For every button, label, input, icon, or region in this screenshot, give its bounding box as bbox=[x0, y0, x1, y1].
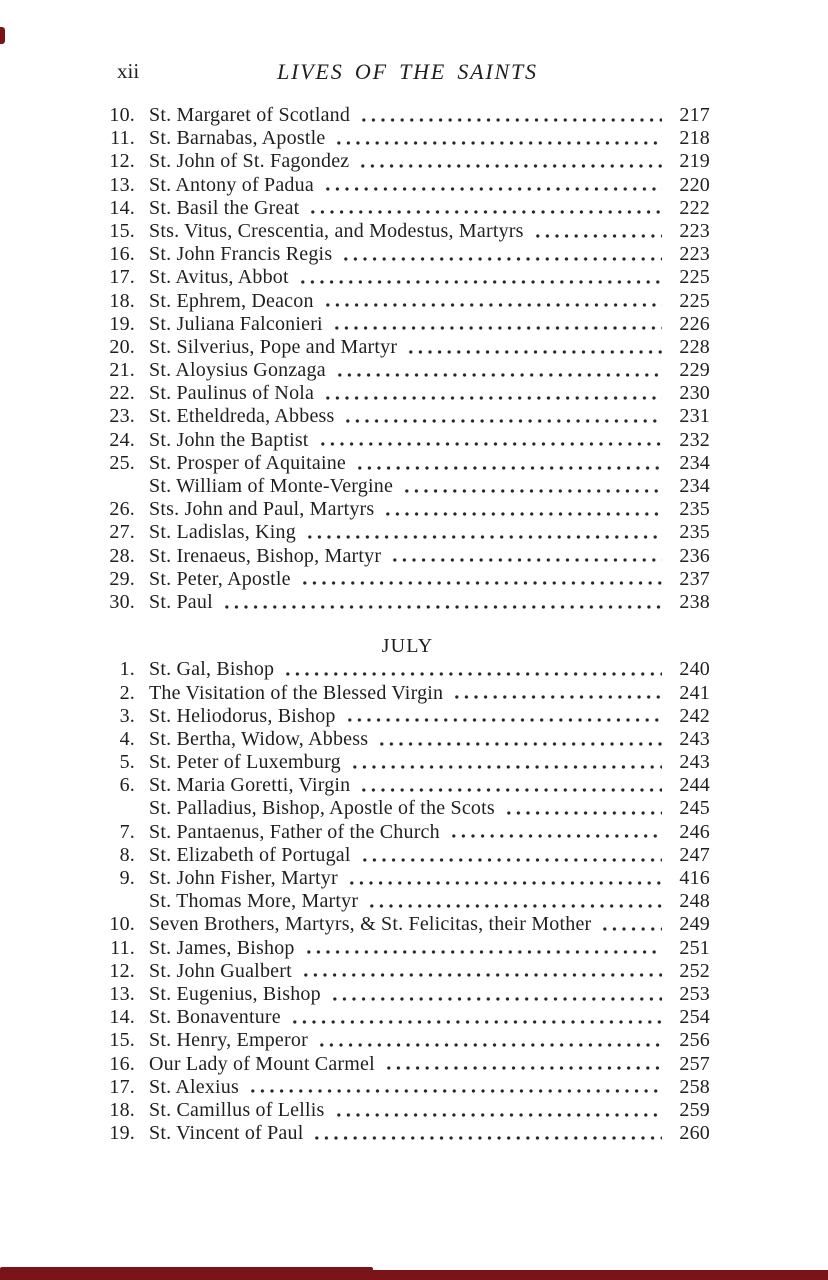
entry-page: 234 bbox=[679, 475, 710, 497]
entry-number: 10. bbox=[109, 913, 135, 936]
entry-number: 29. bbox=[109, 567, 135, 590]
dot-leader bbox=[350, 751, 662, 774]
entry-title: St. John Francis Regis bbox=[149, 243, 333, 266]
dot-leader bbox=[317, 1029, 662, 1052]
toc-entry bbox=[105, 1053, 710, 1076]
dot-leader bbox=[298, 266, 662, 289]
entry-number: 14. bbox=[109, 1006, 135, 1029]
dot-leader bbox=[533, 220, 662, 243]
toc-section bbox=[105, 104, 710, 614]
entry-page: 217 bbox=[679, 104, 710, 126]
toc-entry bbox=[105, 728, 710, 751]
entry-list bbox=[105, 658, 710, 1145]
folio-page-number: xii bbox=[117, 59, 140, 83]
entry-title: St. Basil the Great bbox=[149, 196, 300, 219]
entry-page: 231 bbox=[679, 405, 710, 428]
toc-entry bbox=[105, 983, 710, 1006]
entry-title: Sts. Vitus, Crescentia, and Modestus, Martyrs bbox=[149, 219, 524, 242]
entry-number: 13. bbox=[109, 173, 135, 196]
entry-number: 6. bbox=[119, 774, 135, 797]
entry-list bbox=[105, 104, 710, 614]
entry-number: 3. bbox=[119, 704, 135, 727]
entry-number: 11. bbox=[110, 936, 135, 959]
entry-title: St. James, Bishop bbox=[149, 936, 295, 959]
entry-title: St. Irenaeus, Bishop, Martyr bbox=[149, 544, 382, 567]
entry-page: 246 bbox=[679, 820, 710, 843]
entry-title: St. Henry, Emperor bbox=[149, 1029, 308, 1052]
entry-page: 219 bbox=[679, 150, 710, 173]
scan-edge-artifact-left bbox=[0, 27, 5, 44]
dot-leader bbox=[452, 682, 662, 705]
entry-title: Sts. John and Paul, Martyrs bbox=[149, 498, 375, 521]
entry-page: 243 bbox=[679, 751, 710, 774]
toc-entry bbox=[105, 913, 710, 936]
toc-entry bbox=[105, 336, 710, 359]
toc-entry bbox=[105, 751, 710, 774]
toc-entry bbox=[105, 359, 710, 382]
entry-page: 228 bbox=[679, 335, 710, 358]
entry-page: 223 bbox=[679, 243, 710, 266]
entry-title: St. Peter of Luxemburg bbox=[149, 751, 341, 774]
entry-page: 222 bbox=[679, 196, 710, 219]
entry-title: St. Thomas More, Martyr bbox=[149, 890, 359, 913]
entry-title: St. Paul bbox=[149, 590, 213, 613]
dot-leader bbox=[283, 658, 662, 681]
entry-title: St. Avitus, Abbot bbox=[149, 266, 289, 289]
toc-entry bbox=[105, 290, 710, 313]
toc-entry bbox=[105, 1029, 710, 1052]
toc-entry bbox=[105, 452, 710, 475]
entry-page: 243 bbox=[679, 727, 710, 750]
entry-number: 4. bbox=[119, 727, 135, 750]
dot-leader bbox=[449, 821, 662, 844]
toc-entry bbox=[105, 313, 710, 336]
entry-page: 237 bbox=[679, 567, 710, 590]
dot-leader bbox=[341, 243, 662, 266]
entry-number: 20. bbox=[109, 335, 135, 358]
entry-page: 244 bbox=[679, 774, 710, 797]
toc-entry bbox=[105, 568, 710, 591]
toc-entry bbox=[105, 382, 710, 405]
entry-number: 17. bbox=[109, 266, 135, 289]
dot-leader bbox=[334, 1099, 662, 1122]
entry-page: 251 bbox=[679, 936, 710, 959]
toc-entry bbox=[105, 545, 710, 568]
toc-entry bbox=[105, 960, 710, 983]
entry-number: 24. bbox=[109, 428, 135, 451]
entry-title: Seven Brothers, Martyrs, & St. Felicitas, their Mother bbox=[149, 913, 592, 936]
toc-entry bbox=[105, 243, 710, 266]
dot-leader bbox=[345, 705, 662, 728]
entry-number: 28. bbox=[109, 544, 135, 567]
entry-number: 16. bbox=[109, 1052, 135, 1075]
entry-number: 25. bbox=[109, 451, 135, 474]
dot-leader bbox=[323, 382, 662, 405]
toc-entry bbox=[105, 591, 710, 614]
entry-page: 234 bbox=[679, 451, 710, 474]
entry-title: St. Ephrem, Deacon bbox=[149, 289, 314, 312]
toc-entry bbox=[105, 705, 710, 728]
entry-title: St. Margaret of Scotland bbox=[149, 104, 351, 126]
entry-page: 252 bbox=[679, 959, 710, 982]
entry-number: 18. bbox=[109, 289, 135, 312]
entry-title: The Visitation of the Blessed Virgin bbox=[149, 681, 444, 704]
dot-leader bbox=[308, 197, 662, 220]
dot-leader bbox=[332, 313, 662, 336]
entry-page: 235 bbox=[679, 521, 710, 544]
entry-page: 258 bbox=[679, 1075, 710, 1098]
dot-leader bbox=[390, 545, 662, 568]
toc-entry bbox=[105, 197, 710, 220]
toc-entry bbox=[105, 658, 710, 681]
toc-entry bbox=[105, 475, 710, 498]
entry-title: St. Pantaenus, Father of the Church bbox=[149, 820, 440, 843]
entry-title: St. Paulinus of Nola bbox=[149, 382, 315, 405]
entry-title: St. Bonaventure bbox=[149, 1006, 281, 1029]
entry-page: 235 bbox=[679, 498, 710, 521]
entry-number: 13. bbox=[109, 982, 135, 1005]
entry-number: 12. bbox=[109, 959, 135, 982]
entry-page: 223 bbox=[679, 219, 710, 242]
toc-entry bbox=[105, 266, 710, 289]
entry-number: 17. bbox=[109, 1075, 135, 1098]
entry-page: 230 bbox=[679, 382, 710, 405]
dot-leader bbox=[335, 359, 662, 382]
toc-entry bbox=[105, 498, 710, 521]
dot-leader bbox=[384, 1053, 662, 1076]
entry-page: 225 bbox=[679, 289, 710, 312]
entry-number: 19. bbox=[109, 312, 135, 335]
entry-number: 18. bbox=[109, 1098, 135, 1121]
dot-leader bbox=[300, 568, 662, 591]
entry-number: 8. bbox=[119, 843, 135, 866]
page-content bbox=[105, 58, 710, 1145]
entry-page: 247 bbox=[679, 843, 710, 866]
toc-entry bbox=[105, 220, 710, 243]
entry-number: 22. bbox=[109, 382, 135, 405]
entry-number: 30. bbox=[109, 590, 135, 613]
dot-leader bbox=[406, 336, 662, 359]
entry-page: 260 bbox=[679, 1122, 710, 1145]
entry-page: 256 bbox=[679, 1029, 710, 1052]
toc-entry bbox=[105, 521, 710, 544]
entry-page: 245 bbox=[679, 797, 710, 820]
entry-title: St. Palladius, Bishop, Apostle of the Scots bbox=[149, 797, 495, 820]
entry-page: 242 bbox=[679, 704, 710, 727]
entry-page: 232 bbox=[679, 428, 710, 451]
entry-page: 259 bbox=[679, 1098, 710, 1121]
dot-leader bbox=[305, 521, 662, 544]
entry-number: 2. bbox=[119, 681, 135, 704]
entry-number: 21. bbox=[109, 359, 135, 382]
entry-number: 19. bbox=[109, 1122, 135, 1145]
entry-number: 23. bbox=[109, 405, 135, 428]
scan-edge-artifact-bottom bbox=[0, 1270, 828, 1280]
entry-title: St. Peter, Apostle bbox=[149, 567, 291, 590]
entry-title: St. Silverius, Pope and Martyr bbox=[149, 335, 398, 358]
entry-title: St. Gal, Bishop bbox=[149, 658, 275, 681]
entry-title: St. Elizabeth of Portugal bbox=[149, 843, 351, 866]
entry-title: St. John Fisher, Martyr bbox=[149, 867, 338, 889]
running-title: LIVES OF THE SAINTS bbox=[277, 59, 538, 84]
entry-number: 14. bbox=[109, 196, 135, 219]
entry-page: 257 bbox=[679, 1052, 710, 1075]
dot-leader bbox=[377, 728, 662, 751]
dot-leader bbox=[290, 1006, 662, 1029]
dot-leader bbox=[367, 890, 662, 913]
entry-page: 220 bbox=[679, 173, 710, 196]
toc-entry bbox=[105, 150, 710, 173]
dot-leader bbox=[301, 960, 662, 983]
entry-number: 15. bbox=[109, 1029, 135, 1052]
toc-entry bbox=[105, 1006, 710, 1029]
entry-page: 225 bbox=[679, 266, 710, 289]
page-header bbox=[105, 58, 710, 85]
dot-leader bbox=[383, 498, 662, 521]
entry-title: St. John of St. Fagondez bbox=[149, 150, 350, 173]
dot-leader bbox=[504, 797, 662, 820]
entry-title: St. Eugenius, Bishop bbox=[149, 982, 321, 1005]
entry-page: 241 bbox=[679, 681, 710, 704]
entry-title: St. Vincent of Paul bbox=[149, 1122, 304, 1145]
dot-leader bbox=[402, 475, 662, 498]
dot-leader bbox=[323, 290, 662, 313]
toc-entry bbox=[105, 1099, 710, 1122]
dot-leader bbox=[600, 913, 662, 936]
entry-title: St. Aloysius Gonzaga bbox=[149, 359, 326, 382]
entry-title: St. Barnabas, Apostle bbox=[149, 127, 326, 150]
toc-entry bbox=[105, 844, 710, 867]
entry-page: 238 bbox=[679, 590, 710, 613]
dot-leader bbox=[359, 104, 662, 127]
entry-page: 229 bbox=[679, 359, 710, 382]
entry-title: St. John the Baptist bbox=[149, 428, 309, 451]
entry-page: 236 bbox=[679, 544, 710, 567]
entry-title: St. Camillus of Lellis bbox=[149, 1098, 325, 1121]
toc-entry bbox=[105, 797, 710, 820]
entry-title: St. Bertha, Widow, Abbess bbox=[149, 727, 369, 750]
dot-leader bbox=[318, 429, 662, 452]
dot-leader bbox=[334, 127, 662, 150]
toc-entry bbox=[105, 937, 710, 960]
toc-entry bbox=[105, 429, 710, 452]
dot-leader bbox=[358, 150, 662, 173]
entry-number: 1. bbox=[119, 658, 135, 681]
entry-number: 16. bbox=[109, 243, 135, 266]
dot-leader bbox=[360, 844, 662, 867]
entry-title: St. Antony of Padua bbox=[149, 173, 314, 196]
entry-title: St. Heliodorus, Bishop bbox=[149, 704, 336, 727]
toc-entry bbox=[105, 174, 710, 197]
dot-leader bbox=[330, 983, 662, 1006]
toc-entry bbox=[105, 405, 710, 428]
entry-number: 15. bbox=[109, 219, 135, 242]
toc-entry bbox=[105, 104, 710, 127]
entry-page: 249 bbox=[679, 913, 710, 936]
entry-page: 240 bbox=[679, 658, 710, 681]
dot-leader bbox=[359, 774, 662, 797]
entry-number: 5. bbox=[119, 751, 135, 774]
month-heading: JULY bbox=[381, 635, 434, 658]
entry-page: 248 bbox=[679, 890, 710, 913]
dot-leader bbox=[323, 174, 662, 197]
dot-leader bbox=[312, 1122, 662, 1145]
toc-entry bbox=[105, 774, 710, 797]
dot-leader bbox=[347, 867, 662, 890]
toc-entry bbox=[105, 1076, 710, 1099]
entry-number: 9. bbox=[119, 867, 135, 889]
entry-number: 27. bbox=[109, 521, 135, 544]
toc-entry bbox=[105, 867, 710, 890]
toc-entry bbox=[105, 682, 710, 705]
dot-leader bbox=[343, 405, 662, 428]
entry-page: 218 bbox=[679, 127, 710, 150]
entry-page: 416 bbox=[679, 867, 710, 889]
entry-title: Our Lady of Mount Carmel bbox=[149, 1052, 375, 1075]
entry-page: 226 bbox=[679, 312, 710, 335]
toc-sections bbox=[105, 104, 710, 1145]
dot-leader bbox=[304, 937, 662, 960]
entry-number: 26. bbox=[109, 498, 135, 521]
entry-number: 10. bbox=[109, 104, 135, 126]
entry-title: St. John Gualbert bbox=[149, 959, 292, 982]
entry-page: 254 bbox=[679, 1006, 710, 1029]
entry-page: 253 bbox=[679, 982, 710, 1005]
entry-title: St. Ladislas, King bbox=[149, 521, 296, 544]
toc-section bbox=[105, 635, 710, 1145]
entry-title: St. William of Monte-Vergine bbox=[149, 475, 394, 497]
entry-title: St. Juliana Falconieri bbox=[149, 312, 323, 335]
dot-leader bbox=[355, 452, 662, 475]
entry-number: 11. bbox=[110, 127, 135, 150]
entry-title: St. Maria Goretti, Virgin bbox=[149, 774, 351, 797]
toc-entry bbox=[105, 890, 710, 913]
entry-title: St. Alexius bbox=[149, 1075, 239, 1098]
toc-entry bbox=[105, 127, 710, 150]
dot-leader bbox=[222, 591, 662, 614]
entry-title: St. Prosper of Aquitaine bbox=[149, 451, 347, 474]
toc-entry bbox=[105, 821, 710, 844]
entry-title: St. Etheldreda, Abbess bbox=[149, 405, 335, 428]
dot-leader bbox=[248, 1076, 662, 1099]
entry-number: 7. bbox=[119, 820, 135, 843]
entry-number: 12. bbox=[109, 150, 135, 173]
toc-entry bbox=[105, 1122, 710, 1145]
